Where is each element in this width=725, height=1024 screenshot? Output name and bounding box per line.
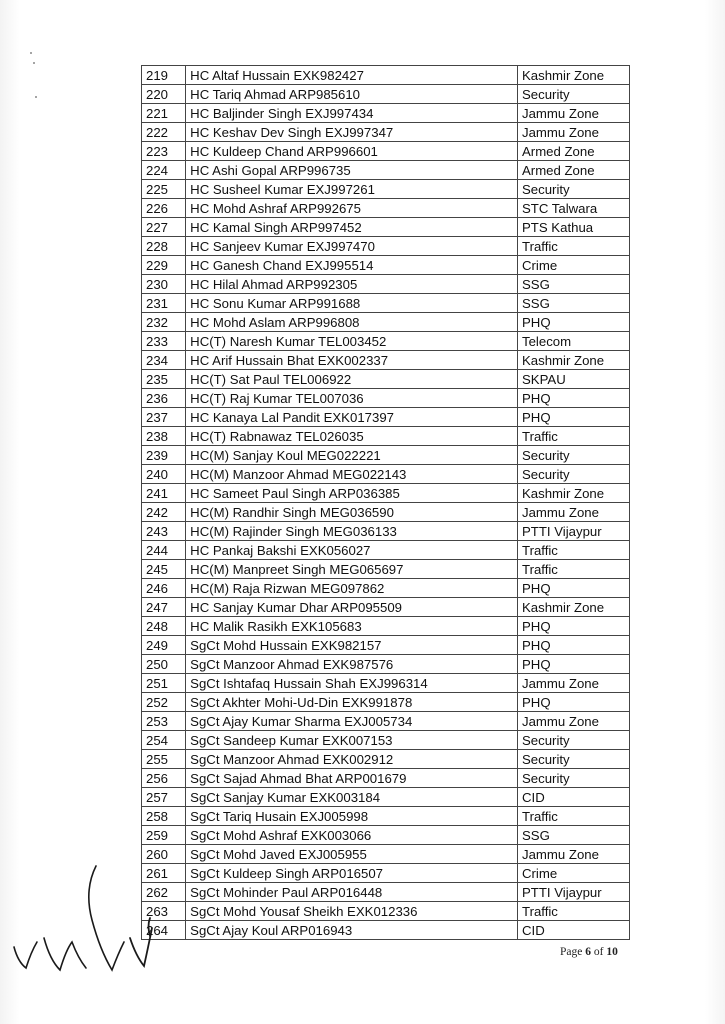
serial-number-cell: 244 — [142, 541, 186, 560]
table-row — [142, 294, 630, 313]
unit-cell: PHQ — [518, 313, 630, 332]
serial-number-cell: 231 — [142, 294, 186, 313]
page-of: of — [590, 946, 607, 958]
unit-cell: SSG — [518, 275, 630, 294]
handwritten-signature — [0, 830, 200, 980]
table-row — [142, 807, 630, 826]
unit-cell: PTTI Vijaypur — [518, 522, 630, 541]
name-cell: SgCt Manzoor Ahmad EXK987576 — [186, 655, 518, 674]
serial-number-cell: 247 — [142, 598, 186, 617]
name-cell: SgCt Sandeep Kumar EXK007153 — [186, 731, 518, 750]
unit-cell: Traffic — [518, 427, 630, 446]
serial-number-cell: 222 — [142, 123, 186, 142]
unit-cell: SSG — [518, 826, 630, 845]
name-cell: SgCt Akhter Mohi-Ud-Din EXK991878 — [186, 693, 518, 712]
serial-number-cell: 262 — [142, 883, 186, 902]
table-row — [142, 218, 630, 237]
table-row — [142, 161, 630, 180]
name-cell: HC Sameet Paul Singh ARP036385 — [186, 484, 518, 503]
unit-cell: CID — [518, 921, 630, 940]
table-row — [142, 465, 630, 484]
name-cell: HC Keshav Dev Singh EXJ997347 — [186, 123, 518, 142]
serial-number-cell: 236 — [142, 389, 186, 408]
unit-cell: CID — [518, 788, 630, 807]
scan-speck — [30, 52, 32, 54]
unit-cell: PHQ — [518, 636, 630, 655]
name-cell: HC(T) Naresh Kumar TEL003452 — [186, 332, 518, 351]
serial-number-cell: 259 — [142, 826, 186, 845]
table-row — [142, 313, 630, 332]
unit-cell: Crime — [518, 256, 630, 275]
table-row — [142, 370, 630, 389]
name-cell: SgCt Mohd Hussain EXK982157 — [186, 636, 518, 655]
name-cell: SgCt Sajad Ahmad Bhat ARP001679 — [186, 769, 518, 788]
unit-cell: Traffic — [518, 807, 630, 826]
name-cell: SgCt Kuldeep Singh ARP016507 — [186, 864, 518, 883]
serial-number-cell: 225 — [142, 180, 186, 199]
table-row — [142, 66, 630, 85]
unit-cell: PHQ — [518, 655, 630, 674]
page-prefix: Page — [560, 946, 586, 958]
unit-cell: Armed Zone — [518, 142, 630, 161]
table-row — [142, 180, 630, 199]
unit-cell: Security — [518, 465, 630, 484]
name-cell: SgCt Sanjay Kumar EXK003184 — [186, 788, 518, 807]
unit-cell: Kashmir Zone — [518, 484, 630, 503]
name-cell: SgCt Ishtafaq Hussain Shah EXJ996314 — [186, 674, 518, 693]
name-cell: HC Ashi Gopal ARP996735 — [186, 161, 518, 180]
name-cell: HC Kuldeep Chand ARP996601 — [186, 142, 518, 161]
personnel-table-body — [142, 66, 630, 940]
name-cell: HC Pankaj Bakshi EXK056027 — [186, 541, 518, 560]
serial-number-cell: 255 — [142, 750, 186, 769]
serial-number-cell: 233 — [142, 332, 186, 351]
unit-cell: Security — [518, 769, 630, 788]
serial-number-cell: 221 — [142, 104, 186, 123]
serial-number-cell: 249 — [142, 636, 186, 655]
unit-cell: SSG — [518, 294, 630, 313]
name-cell: HC(T) Sat Paul TEL006922 — [186, 370, 518, 389]
name-cell: SgCt Mohinder Paul ARP016448 — [186, 883, 518, 902]
unit-cell: Traffic — [518, 237, 630, 256]
table-row — [142, 655, 630, 674]
table-row — [142, 712, 630, 731]
name-cell: HC Ganesh Chand EXJ995514 — [186, 256, 518, 275]
name-cell: HC(M) Raja Rizwan MEG097862 — [186, 579, 518, 598]
table-row — [142, 484, 630, 503]
name-cell: SgCt Manzoor Ahmad EXK002912 — [186, 750, 518, 769]
personnel-table — [141, 65, 630, 940]
serial-number-cell: 261 — [142, 864, 186, 883]
table-row — [142, 674, 630, 693]
table-row — [142, 769, 630, 788]
unit-cell: Traffic — [518, 902, 630, 921]
serial-number-cell: 256 — [142, 769, 186, 788]
unit-cell: Traffic — [518, 560, 630, 579]
serial-number-cell: 232 — [142, 313, 186, 332]
unit-cell: SKPAU — [518, 370, 630, 389]
unit-cell: Jammu Zone — [518, 845, 630, 864]
name-cell: HC(M) Rajinder Singh MEG036133 — [186, 522, 518, 541]
name-cell: HC Sanjeev Kumar EXJ997470 — [186, 237, 518, 256]
table-row — [142, 142, 630, 161]
name-cell: HC Mohd Ashraf ARP992675 — [186, 199, 518, 218]
table-row — [142, 541, 630, 560]
unit-cell: PHQ — [518, 617, 630, 636]
unit-cell: PHQ — [518, 693, 630, 712]
name-cell: HC(T) Rabnawaz TEL026035 — [186, 427, 518, 446]
table-row — [142, 104, 630, 123]
unit-cell: Jammu Zone — [518, 123, 630, 142]
serial-number-cell: 240 — [142, 465, 186, 484]
table-row — [142, 579, 630, 598]
table-row — [142, 427, 630, 446]
table-row — [142, 408, 630, 427]
table-row — [142, 199, 630, 218]
serial-number-cell: 226 — [142, 199, 186, 218]
table-row — [142, 237, 630, 256]
page-current: 6 — [585, 946, 591, 958]
serial-number-cell: 252 — [142, 693, 186, 712]
unit-cell: STC Talwara — [518, 199, 630, 218]
unit-cell: Security — [518, 731, 630, 750]
table-row — [142, 446, 630, 465]
name-cell: SgCt Ajay Koul ARP016943 — [186, 921, 518, 940]
table-row — [142, 85, 630, 104]
table-row — [142, 826, 630, 845]
unit-cell: Jammu Zone — [518, 674, 630, 693]
unit-cell: Kashmir Zone — [518, 66, 630, 85]
scan-speck — [33, 62, 35, 64]
unit-cell: Telecom — [518, 332, 630, 351]
serial-number-cell: 253 — [142, 712, 186, 731]
unit-cell: PTS Kathua — [518, 218, 630, 237]
name-cell: HC(M) Manzoor Ahmad MEG022143 — [186, 465, 518, 484]
serial-number-cell: 250 — [142, 655, 186, 674]
table-row — [142, 332, 630, 351]
unit-cell: Security — [518, 446, 630, 465]
table-row — [142, 351, 630, 370]
serial-number-cell: 228 — [142, 237, 186, 256]
serial-number-cell: 264 — [142, 921, 186, 940]
table-row — [142, 693, 630, 712]
table-row — [142, 275, 630, 294]
unit-cell: Crime — [518, 864, 630, 883]
serial-number-cell: 219 — [142, 66, 186, 85]
unit-cell: Jammu Zone — [518, 712, 630, 731]
scan-speck — [35, 96, 37, 98]
page-number — [560, 946, 618, 958]
table-row — [142, 883, 630, 902]
unit-cell: PHQ — [518, 389, 630, 408]
table-row — [142, 503, 630, 522]
serial-number-cell: 224 — [142, 161, 186, 180]
page-total: 10 — [606, 946, 618, 958]
serial-number-cell: 235 — [142, 370, 186, 389]
serial-number-cell: 230 — [142, 275, 186, 294]
table-row — [142, 788, 630, 807]
name-cell: HC Arif Hussain Bhat EXK002337 — [186, 351, 518, 370]
table-row — [142, 522, 630, 541]
name-cell: HC Kamal Singh ARP997452 — [186, 218, 518, 237]
name-cell: SgCt Tariq Husain EXJ005998 — [186, 807, 518, 826]
serial-number-cell: 243 — [142, 522, 186, 541]
name-cell: HC Sanjay Kumar Dhar ARP095509 — [186, 598, 518, 617]
serial-number-cell: 237 — [142, 408, 186, 427]
serial-number-cell: 234 — [142, 351, 186, 370]
name-cell: HC(M) Randhir Singh MEG036590 — [186, 503, 518, 522]
table-row — [142, 864, 630, 883]
unit-cell: Jammu Zone — [518, 104, 630, 123]
table-row — [142, 389, 630, 408]
unit-cell: PTTI Vijaypur — [518, 883, 630, 902]
table-row — [142, 617, 630, 636]
unit-cell: PHQ — [518, 408, 630, 427]
serial-number-cell: 241 — [142, 484, 186, 503]
serial-number-cell: 251 — [142, 674, 186, 693]
name-cell: SgCt Mohd Yousaf Sheikh EXK012336 — [186, 902, 518, 921]
name-cell: HC(T) Raj Kumar TEL007036 — [186, 389, 518, 408]
name-cell: SgCt Mohd Ashraf EXK003066 — [186, 826, 518, 845]
serial-number-cell: 238 — [142, 427, 186, 446]
unit-cell: Jammu Zone — [518, 503, 630, 522]
serial-number-cell: 254 — [142, 731, 186, 750]
serial-number-cell: 245 — [142, 560, 186, 579]
serial-number-cell: 220 — [142, 85, 186, 104]
unit-cell: Kashmir Zone — [518, 351, 630, 370]
serial-number-cell: 258 — [142, 807, 186, 826]
serial-number-cell: 227 — [142, 218, 186, 237]
table-row — [142, 123, 630, 142]
name-cell: HC Tariq Ahmad ARP985610 — [186, 85, 518, 104]
table-row — [142, 636, 630, 655]
name-cell: SgCt Mohd Javed EXJ005955 — [186, 845, 518, 864]
table-row — [142, 598, 630, 617]
unit-cell: Kashmir Zone — [518, 598, 630, 617]
name-cell: HC(M) Manpreet Singh MEG065697 — [186, 560, 518, 579]
unit-cell: Security — [518, 750, 630, 769]
serial-number-cell: 246 — [142, 579, 186, 598]
name-cell: HC Baljinder Singh EXJ997434 — [186, 104, 518, 123]
unit-cell: Security — [518, 180, 630, 199]
name-cell: HC Kanaya Lal Pandit EXK017397 — [186, 408, 518, 427]
name-cell: HC Mohd Aslam ARP996808 — [186, 313, 518, 332]
table-row — [142, 902, 630, 921]
table-row — [142, 750, 630, 769]
name-cell: HC Altaf Hussain EXK982427 — [186, 66, 518, 85]
table-row — [142, 921, 630, 940]
table-row — [142, 845, 630, 864]
unit-cell: Security — [518, 85, 630, 104]
table-row — [142, 731, 630, 750]
unit-cell: PHQ — [518, 579, 630, 598]
table-row — [142, 256, 630, 275]
table-row — [142, 560, 630, 579]
name-cell: HC Hilal Ahmad ARP992305 — [186, 275, 518, 294]
serial-number-cell: 239 — [142, 446, 186, 465]
serial-number-cell: 260 — [142, 845, 186, 864]
name-cell: HC(M) Sanjay Koul MEG022221 — [186, 446, 518, 465]
serial-number-cell: 263 — [142, 902, 186, 921]
serial-number-cell: 242 — [142, 503, 186, 522]
name-cell: HC Sonu Kumar ARP991688 — [186, 294, 518, 313]
name-cell: HC Malik Rasikh EXK105683 — [186, 617, 518, 636]
serial-number-cell: 248 — [142, 617, 186, 636]
name-cell: SgCt Ajay Kumar Sharma EXJ005734 — [186, 712, 518, 731]
serial-number-cell: 257 — [142, 788, 186, 807]
name-cell: HC Susheel Kumar EXJ997261 — [186, 180, 518, 199]
serial-number-cell: 229 — [142, 256, 186, 275]
unit-cell: Armed Zone — [518, 161, 630, 180]
unit-cell: Traffic — [518, 541, 630, 560]
serial-number-cell: 223 — [142, 142, 186, 161]
